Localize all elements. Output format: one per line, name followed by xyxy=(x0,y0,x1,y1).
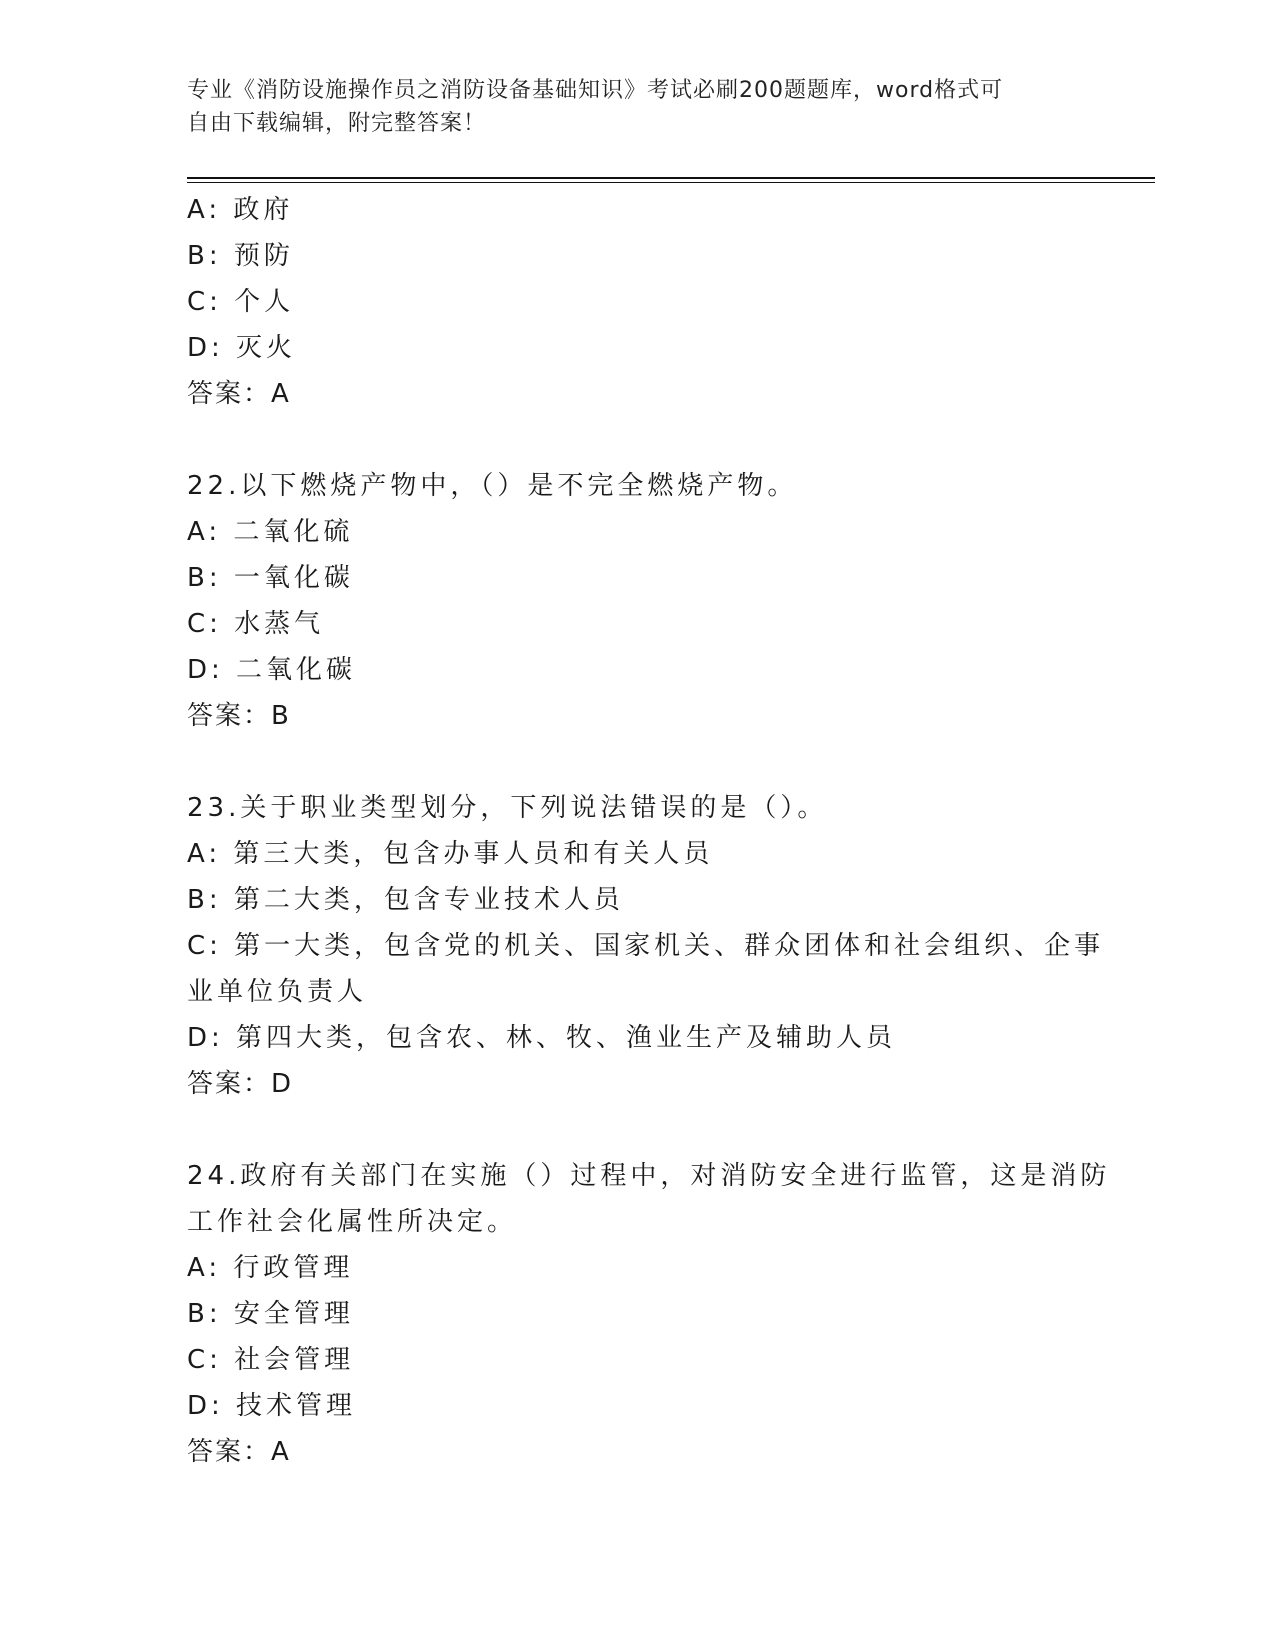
option-a: A: 第三大类，包含办事人员和有关人员 xyxy=(187,839,714,869)
option-a: A: 行政管理 xyxy=(187,1253,354,1283)
option-d: D: 灭火 xyxy=(187,333,297,363)
answer: 答案：B xyxy=(187,701,291,731)
header-divider-thick xyxy=(187,177,1155,179)
option-d: D: 第四大类，包含农、林、牧、渔业生产及辅助人员 xyxy=(187,1023,897,1053)
spacer xyxy=(187,739,1087,785)
option-a: A: 二氧化硫 xyxy=(187,517,354,547)
option-c: C: 第一大类，包含党的机关、国家机关、群众团体和社会组织、企事 xyxy=(187,931,1105,961)
question-24 xyxy=(187,1153,1111,1475)
answer: 答案：D xyxy=(187,1069,294,1099)
option-d: D: 二氧化碳 xyxy=(187,655,357,685)
answer: 答案：A xyxy=(187,1437,291,1467)
document-header xyxy=(187,74,1087,140)
question-text-continued: 工作社会化属性所决定。 xyxy=(187,1207,518,1237)
header-line-1: 专业《消防设施操作员之消防设备基础知识》考试必刷200题题库，word格式可 xyxy=(187,78,1004,103)
question-23 xyxy=(187,785,1105,1107)
header-line-2: 自由下载编辑，附完整答案！ xyxy=(187,111,487,136)
spacer xyxy=(187,1107,1087,1153)
option-b: B: 第二大类，包含专业技术人员 xyxy=(187,885,624,915)
question-22 xyxy=(187,463,1087,739)
question-list xyxy=(187,187,1111,1475)
question-text: 24.政府有关部门在实施（）过程中，对消防安全进行监管，这是消防 xyxy=(187,1161,1111,1191)
option-d: D: 技术管理 xyxy=(187,1391,357,1421)
option-a: A: 政府 xyxy=(187,195,294,225)
question-21 xyxy=(187,187,1087,417)
question-text: 23.关于职业类型划分，下列说法错误的是（）。 xyxy=(187,793,828,823)
option-b: B: 安全管理 xyxy=(187,1299,354,1329)
spacer xyxy=(187,417,1087,463)
header-divider-thin xyxy=(187,182,1155,183)
option-c: C: 个人 xyxy=(187,287,295,317)
option-b: B: 预防 xyxy=(187,241,294,271)
option-c: C: 社会管理 xyxy=(187,1345,355,1375)
option-c: C: 水蒸气 xyxy=(187,609,325,639)
option-c-continued: 业单位负责人 xyxy=(187,977,368,1007)
answer: 答案：A xyxy=(187,379,291,409)
question-text: 22.以下燃烧产物中，（）是不完全燃烧产物。 xyxy=(187,471,798,501)
option-b: B: 一氧化碳 xyxy=(187,563,354,593)
